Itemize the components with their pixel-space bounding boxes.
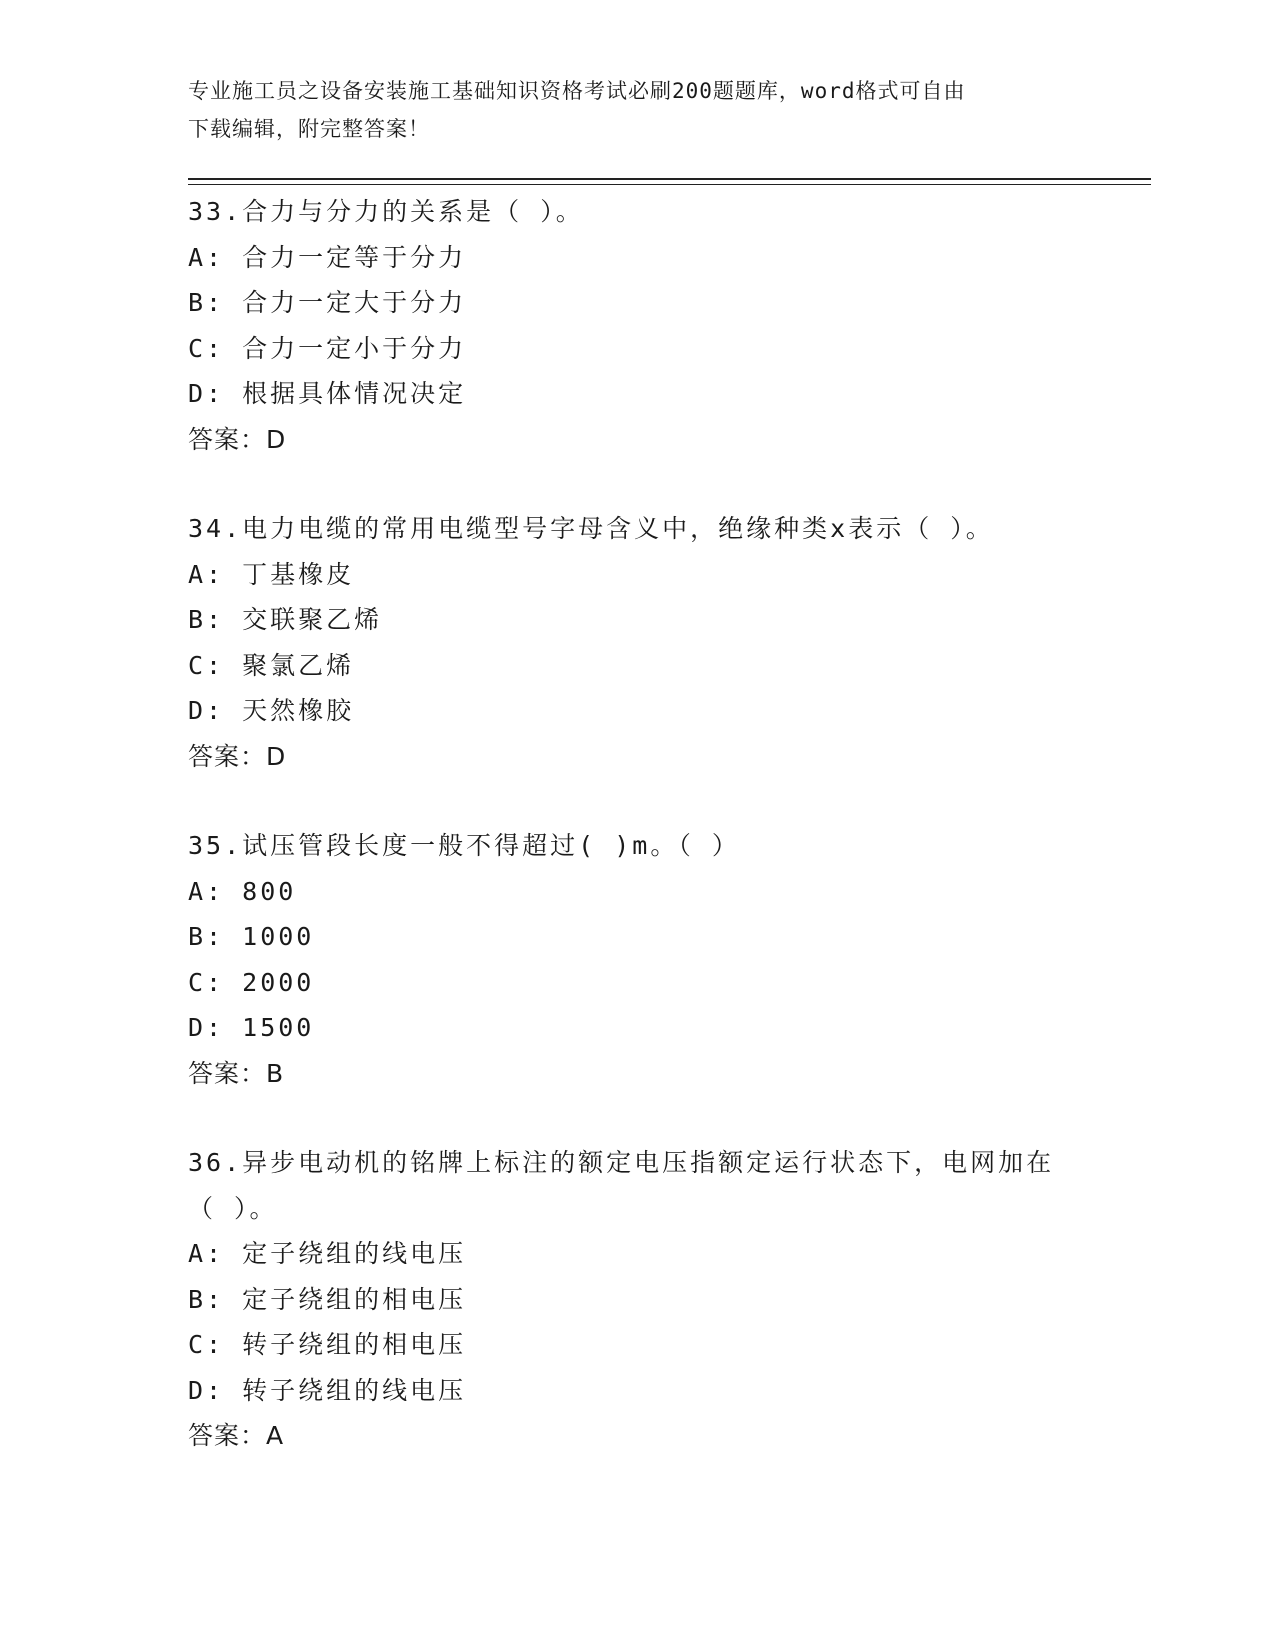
answer-line: 答案：D: [188, 424, 287, 454]
question-stem: 34.电力电缆的常用电缆型号字母含义中，绝缘种类x表示（ ）。: [188, 514, 994, 543]
option-a: A: 800: [188, 876, 297, 906]
header-line-1: 专业施工员之设备安装施工基础知识资格考试必刷200题题库，word格式可自由: [188, 79, 966, 103]
option-b: B: 1000: [188, 922, 315, 951]
option-c: C: 转子绕组的相电压: [188, 1330, 467, 1359]
question-stem-line-2: （ ）。: [188, 1193, 278, 1223]
answer-line: 答案：D: [188, 741, 287, 771]
option-d: D: 1500: [188, 1013, 315, 1042]
answer-line: 答案：B: [188, 1058, 285, 1088]
option-c: C: 聚氯乙烯: [188, 650, 355, 680]
question-list: [188, 189, 1088, 1503]
option-a: A: 合力一定等于分力: [188, 242, 467, 272]
question-stem: 33.合力与分力的关系是（ ）。: [188, 197, 584, 226]
option-b: B: 定子绕组的相电压: [188, 1284, 467, 1314]
question-35: [188, 823, 1088, 1096]
header-divider-thick: [188, 178, 1151, 180]
question-34: [188, 506, 1088, 779]
option-b: B: 合力一定大于分力: [188, 288, 467, 317]
option-d: D: 根据具体情况决定: [188, 379, 467, 408]
question-stem-line-1: 36.异步电动机的铭牌上标注的额定电压指额定运行状态下，电网加在: [188, 1148, 1055, 1177]
option-d: D: 天然橡胶: [188, 696, 355, 725]
option-c: C: 2000: [188, 967, 315, 997]
option-b: B: 交联聚乙烯: [188, 605, 383, 634]
header-line-2: 下载编辑，附完整答案！: [188, 117, 430, 141]
document-header: [188, 72, 1068, 148]
question-stem: 35.试压管段长度一般不得超过( )m。（ ）: [188, 831, 740, 860]
header-divider-thin: [188, 184, 1151, 185]
option-d: D: 转子绕组的线电压: [188, 1375, 467, 1405]
question-36: [188, 1140, 1088, 1459]
option-c: C: 合力一定小于分力: [188, 333, 467, 363]
answer-line: 答案：A: [188, 1421, 285, 1450]
option-a: A: 定子绕组的线电压: [188, 1239, 467, 1268]
question-33: [188, 189, 1088, 462]
option-a: A: 丁基橡皮: [188, 559, 355, 589]
